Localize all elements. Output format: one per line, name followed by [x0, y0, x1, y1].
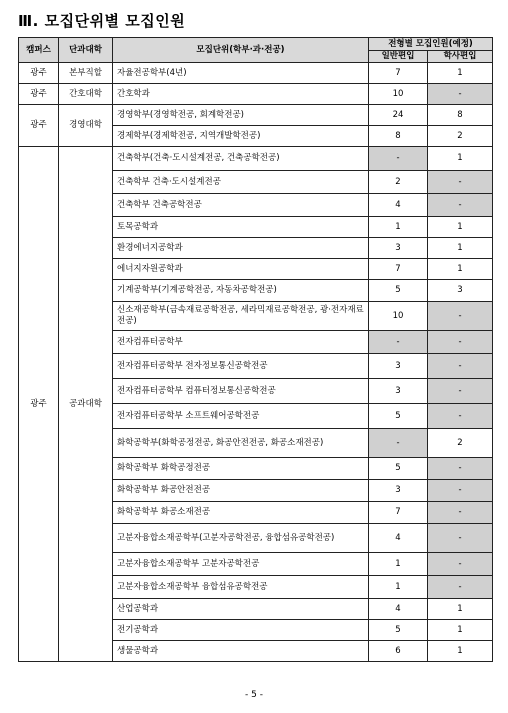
section-title: Ⅲ. 모집단위별 모집인원: [18, 12, 186, 30]
campus-cell: 광주: [19, 147, 59, 662]
college-cell: 공과대학: [59, 147, 113, 662]
bachelor-cell: -: [428, 379, 493, 404]
unit-cell: 자율전공학부(4년): [113, 63, 369, 84]
unit-cell: 건축학부 건축공학전공: [113, 194, 369, 217]
bachelor-cell: -: [428, 84, 493, 105]
general-cell: 4: [369, 524, 428, 553]
general-cell: 5: [369, 458, 428, 480]
general-cell: 3: [369, 354, 428, 379]
bachelor-cell: 1: [428, 259, 493, 280]
general-cell: 4: [369, 194, 428, 217]
unit-cell: 전자컴퓨터공학부 소프트웨어공학전공: [113, 404, 369, 429]
page-number: - 5 -: [245, 690, 263, 700]
bachelor-cell: -: [428, 302, 493, 331]
unit-cell: 건축학부(건축·도시설계전공, 건축공학전공): [113, 147, 369, 171]
unit-cell: 신소재공학부(금속재료공학전공, 세라믹재료공학전공, 광·전자재료전공): [113, 302, 369, 331]
general-cell: 4: [369, 599, 428, 620]
college-cell: 경영대학: [59, 105, 113, 147]
bachelor-cell: -: [428, 404, 493, 429]
unit-cell: 고분자융합소재공학부 고분자공학전공: [113, 553, 369, 576]
bachelor-cell: 1: [428, 63, 493, 84]
general-cell: 5: [369, 620, 428, 641]
bachelor-cell: 1: [428, 599, 493, 620]
bachelor-cell: -: [428, 576, 493, 599]
general-cell: 1: [369, 576, 428, 599]
general-cell: 6: [369, 641, 428, 662]
college-cell: 본부직할: [59, 63, 113, 84]
general-cell: -: [369, 429, 428, 458]
unit-cell: 간호학과: [113, 84, 369, 105]
general-cell: 1: [369, 553, 428, 576]
general-cell: 10: [369, 84, 428, 105]
header-unit: 모집단위(학부·과·전공): [113, 38, 369, 63]
unit-cell: 전기공학과: [113, 620, 369, 641]
unit-cell: 고분자융합소재공학부 융합섬유공학전공: [113, 576, 369, 599]
header-quota: 전형별 모집인원(예정): [369, 38, 493, 51]
unit-cell: 기계공학부(기계공학전공, 자동차공학전공): [113, 280, 369, 302]
general-cell: 3: [369, 238, 428, 259]
college-cell: 간호대학: [59, 84, 113, 105]
unit-cell: 고분자융합소재공학부(고분자공학전공, 융합섬유공학전공): [113, 524, 369, 553]
general-cell: 7: [369, 502, 428, 524]
unit-cell: 화학공학부 화공안전전공: [113, 480, 369, 502]
bachelor-cell: -: [428, 354, 493, 379]
general-cell: 3: [369, 379, 428, 404]
admission-quota-table: [18, 37, 493, 662]
bachelor-cell: 1: [428, 238, 493, 259]
general-cell: 10: [369, 302, 428, 331]
campus-cell: 광주: [19, 63, 59, 84]
general-cell: 24: [369, 105, 428, 126]
bachelor-cell: 3: [428, 280, 493, 302]
general-cell: 3: [369, 480, 428, 502]
general-cell: 7: [369, 63, 428, 84]
bachelor-cell: -: [428, 194, 493, 217]
unit-cell: 에너지자원공학과: [113, 259, 369, 280]
general-cell: 5: [369, 404, 428, 429]
header-bachelor: 학사편입: [428, 51, 493, 63]
general-cell: -: [369, 331, 428, 354]
bachelor-cell: -: [428, 331, 493, 354]
general-cell: 2: [369, 171, 428, 194]
general-cell: 5: [369, 280, 428, 302]
bachelor-cell: 1: [428, 620, 493, 641]
header-college: 단과대학: [59, 38, 113, 63]
unit-cell: 경제학부(경제학전공, 지역개발학전공): [113, 126, 369, 147]
bachelor-cell: -: [428, 553, 493, 576]
bachelor-cell: 2: [428, 429, 493, 458]
bachelor-cell: -: [428, 502, 493, 524]
unit-cell: 전자컴퓨터공학부 전자정보통신공학전공: [113, 354, 369, 379]
campus-cell: 광주: [19, 84, 59, 105]
unit-cell: 토목공학과: [113, 217, 369, 238]
bachelor-cell: -: [428, 171, 493, 194]
header-campus: 캠퍼스: [19, 38, 59, 63]
unit-cell: 환경에너지공학과: [113, 238, 369, 259]
general-cell: 7: [369, 259, 428, 280]
unit-cell: 건축학부 건축·도시설계전공: [113, 171, 369, 194]
unit-cell: 화학공학부(화학공정전공, 화공안전전공, 화공소재전공): [113, 429, 369, 458]
header-general: 일반편입: [369, 51, 428, 63]
unit-cell: 전자컴퓨터공학부: [113, 331, 369, 354]
unit-cell: 화학공학부 화학공정전공: [113, 458, 369, 480]
unit-cell: 전자컴퓨터공학부 컴퓨터정보통신공학전공: [113, 379, 369, 404]
general-cell: 8: [369, 126, 428, 147]
general-cell: 1: [369, 217, 428, 238]
unit-cell: 화학공학부 화공소재전공: [113, 502, 369, 524]
unit-cell: 생물공학과: [113, 641, 369, 662]
general-cell: -: [369, 147, 428, 171]
bachelor-cell: -: [428, 458, 493, 480]
bachelor-cell: 8: [428, 105, 493, 126]
bachelor-cell: -: [428, 480, 493, 502]
bachelor-cell: 2: [428, 126, 493, 147]
bachelor-cell: 1: [428, 641, 493, 662]
campus-cell: 광주: [19, 105, 59, 147]
unit-cell: 경영학부(경영학전공, 회계학전공): [113, 105, 369, 126]
bachelor-cell: -: [428, 524, 493, 553]
unit-cell: 산업공학과: [113, 599, 369, 620]
bachelor-cell: 1: [428, 147, 493, 171]
bachelor-cell: 1: [428, 217, 493, 238]
